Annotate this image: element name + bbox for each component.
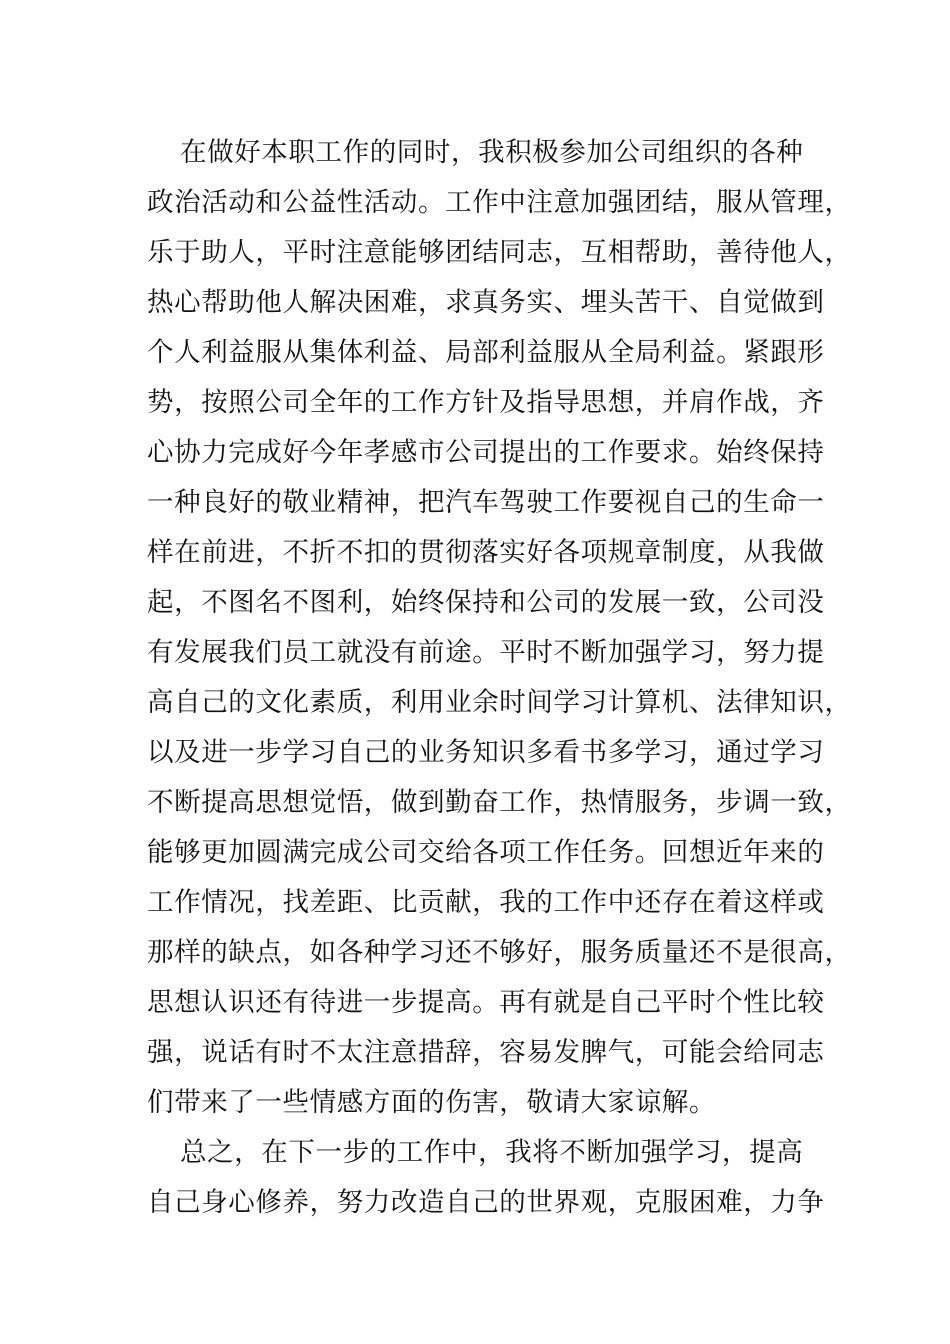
paragraph-1-line-10: 起，不图名不图利，始终保持和公司的发展一致，公司没 [147, 587, 825, 618]
paragraph-1-line-1: 在做好本职工作的同时，我积极参加公司组织的各种 [180, 137, 804, 168]
paragraph-1-line-4: 热心帮助他人解决困难，求真务实、埋头苦干、自觉做到 [147, 287, 825, 318]
paragraph-2-line-2: 自己身心修养，努力改造自己的世界观，克服困难，力争 [147, 1187, 825, 1218]
paragraph-1-line-20: 们带来了一些情感方面的伤害，敬请大家谅解。 [147, 1087, 717, 1118]
paragraph-1-line-12: 高自己的文化素质，利用业余时间学习计算机、法律知识， [147, 687, 852, 718]
paragraph-1-line-18: 思想认识还有待进一步提高。再有就是自己平时个性比较 [147, 987, 825, 1018]
paragraph-1-line-17: 那样的缺点，如各种学习还不够好，服务质量还不是很高， [147, 937, 852, 968]
paragraph-1-line-3: 乐于助人，平时注意能够团结同志，互相帮助，善待他人， [147, 237, 852, 268]
paragraph-1-line-2: 政治活动和公益性活动。工作中注意加强团结，服从管理， [147, 187, 852, 218]
paragraph-1-line-6: 势，按照公司全年的工作方针及指导思想，并肩作战，齐 [147, 387, 825, 418]
paragraph-1-line-15: 能够更加圆满完成公司交给各项工作任务。回想近年来的 [147, 837, 825, 868]
paragraph-1-line-16: 工作情况，找差距、比贡献，我的工作中还存在着这样或 [147, 887, 825, 918]
paragraph-1-line-19: 强，说话有时不太注意措辞，容易发脾气，可能会给同志 [147, 1037, 825, 1068]
paragraph-1-line-8: 一种良好的敬业精神，把汽车驾驶工作要视自己的生命一 [147, 487, 825, 518]
paragraph-1-line-14: 不断提高思想觉悟，做到勤奋工作，热情服务，步调一致， [147, 787, 852, 818]
paragraph-1-line-13: 以及进一步学习自己的业务知识多看书多学习，通过学习 [147, 737, 825, 768]
paragraph-1-line-9: 样在前进，不折不扣的贯彻落实好各项规章制度，从我做 [147, 537, 825, 568]
paragraph-2-line-1: 总之，在下一步的工作中，我将不断加强学习，提高 [180, 1137, 804, 1168]
paragraph-1-line-11: 有发展我们员工就没有前途。平时不断加强学习，努力提 [147, 637, 825, 668]
paragraph-1-line-5: 个人利益服从集体利益、局部利益服从全局利益。紧跟形 [147, 337, 825, 368]
paragraph-1-line-7: 心协力完成好今年孝感市公司提出的工作要求。始终保持 [147, 437, 825, 468]
